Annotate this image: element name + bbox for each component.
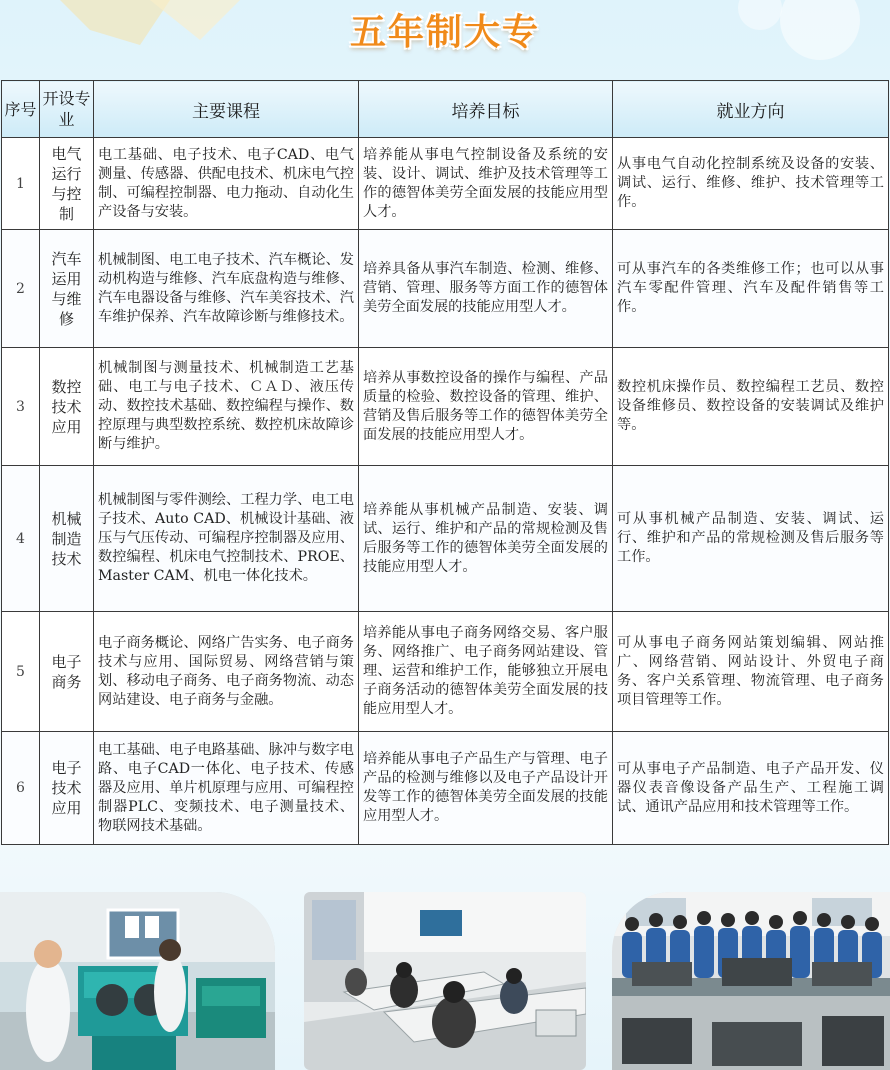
header-career: 就业方向 xyxy=(613,81,889,138)
table-row xyxy=(2,732,889,845)
row-goal: 培养具备从事汽车制造、检测、维修、营销、管理、服务等方面工作的德智体美劳全面发展的技能应用型人才。 xyxy=(359,230,613,348)
table-row xyxy=(2,612,889,732)
page-title: 五年制大专 xyxy=(349,12,540,53)
row-major: 汽车运用与维修 xyxy=(40,230,94,348)
row-major: 电子商务 xyxy=(40,612,94,732)
row-courses: 机械制图与测量技术、机械制造工艺基础、电工与电子技术、ＣＡＤ、液压传动、数控技术基础、数控编程与操作、数控原理与典型数控系统、数控机床故障诊断与维护。 xyxy=(94,348,359,466)
row-number: 1 xyxy=(2,138,40,230)
row-courses: 电工基础、电子电路基础、脉冲与数字电路、电子CAD一体化、电子技术、传感器及应用、单片机原理与应用、可编程控制器PLC、变频技术、电子测量技术、物联网技术基础。 xyxy=(94,732,359,845)
row-goal: 培养能从事电子商务网络交易、客户服务、网络推广、电子商务网站建设、管理、运营和维护工作，能够独立开展电子商务活动的德智体美劳全面发展的技能应用型人才。 xyxy=(359,612,613,732)
row-courses: 电工基础、电子技术、电子CAD、电气测量、传感器、供配电技术、机床电气控制、可编程控制器、电力拖动、自动化生产设备与安装。 xyxy=(94,138,359,230)
row-number: 3 xyxy=(2,348,40,466)
row-major: 机械制造技术 xyxy=(40,466,94,612)
program-table xyxy=(1,80,889,845)
table-row xyxy=(2,230,889,348)
header-courses: 主要课程 xyxy=(94,81,359,138)
row-career: 可从事电子产品制造、电子产品开发、仪器仪表音像设备产品生产、工程施工调试、通讯产品应用和技术管理等工作。 xyxy=(613,732,889,845)
row-major: 电子技术应用 xyxy=(40,732,94,845)
row-courses: 电子商务概论、网络广告实务、电子商务技术与应用、国际贸易、网络营销与策划、移动电子商务、电子商务物流、动态网站建设、电子商务与金融。 xyxy=(94,612,359,732)
row-goal: 培养能从事机械产品制造、安装、调试、运行、维护和产品的常规检测及售后服务等工作的德智体美劳全面发展的技能应用型人才。 xyxy=(359,466,613,612)
header-major: 开设专业 xyxy=(40,81,94,138)
table-row xyxy=(2,466,889,612)
header-goal: 培养目标 xyxy=(359,81,613,138)
table-header-row xyxy=(2,81,889,138)
computer-lab-photo xyxy=(304,892,586,1070)
auto-workshop-photo xyxy=(612,892,890,1070)
row-courses: 机械制图、电工电子技术、汽车概论、发动机构造与维修、汽车底盘构造与维修、汽车电器设备与维修、汽车美容技术、汽车维护保养、汽车故障诊断与维修技术。 xyxy=(94,230,359,348)
row-major: 电气运行与控制 xyxy=(40,138,94,230)
row-number: 2 xyxy=(2,230,40,348)
row-number: 4 xyxy=(2,466,40,612)
row-courses: 机械制图与零件测绘、工程力学、电工电子技术、Auto CAD、机械设计基础、液压与气压传动、可编程序控制器及应用、数控编程、机床电气控制技术、PROE、Master CAM、机电一体化技术。 xyxy=(94,466,359,612)
row-goal: 培养从事数控设备的操作与编程、产品质量的检验、数控设备的管理、维护、营销及售后服务等工作的德智体美劳全面发展的技能应用型人才。 xyxy=(359,348,613,466)
row-career: 可从事汽车的各类维修工作；也可以从事汽车零配件管理、汽车及配件销售等工作。 xyxy=(613,230,889,348)
row-number: 5 xyxy=(2,612,40,732)
row-number: 6 xyxy=(2,732,40,845)
row-career: 从事电气自动化控制系统及设备的安装、调试、运行、维修、维护、技术管理等工作。 xyxy=(613,138,889,230)
header-seq: 序号 xyxy=(2,81,40,138)
table-row xyxy=(2,348,889,466)
row-goal: 培养能从事电气控制设备及系统的安装、设计、调试、维护及技术管理等工作的德智体美劳全面发展的技能应用型人才。 xyxy=(359,138,613,230)
row-major: 数控技术应用 xyxy=(40,348,94,466)
row-career: 数控机床操作员、数控编程工艺员、数控设备维修员、数控设备的安装调试及维护等。 xyxy=(613,348,889,466)
row-career: 可从事电子商务网站策划编辑、网站推广、网络营销、网站设计、外贸电子商务、客户关系管理、物流管理、电子商务项目管理等工作。 xyxy=(613,612,889,732)
title-bar xyxy=(0,0,890,58)
lab-machine-photo xyxy=(0,892,275,1070)
row-career: 可从事机械产品制造、安装、调试、运行、维护和产品的常规检测及售后服务等工作。 xyxy=(613,466,889,612)
row-goal: 培养能从事电子产品生产与管理、电子产品的检测与维修以及电子产品设计开发等工作的德智体美劳全面发展的技能应用型人才。 xyxy=(359,732,613,845)
table-row xyxy=(2,138,889,230)
